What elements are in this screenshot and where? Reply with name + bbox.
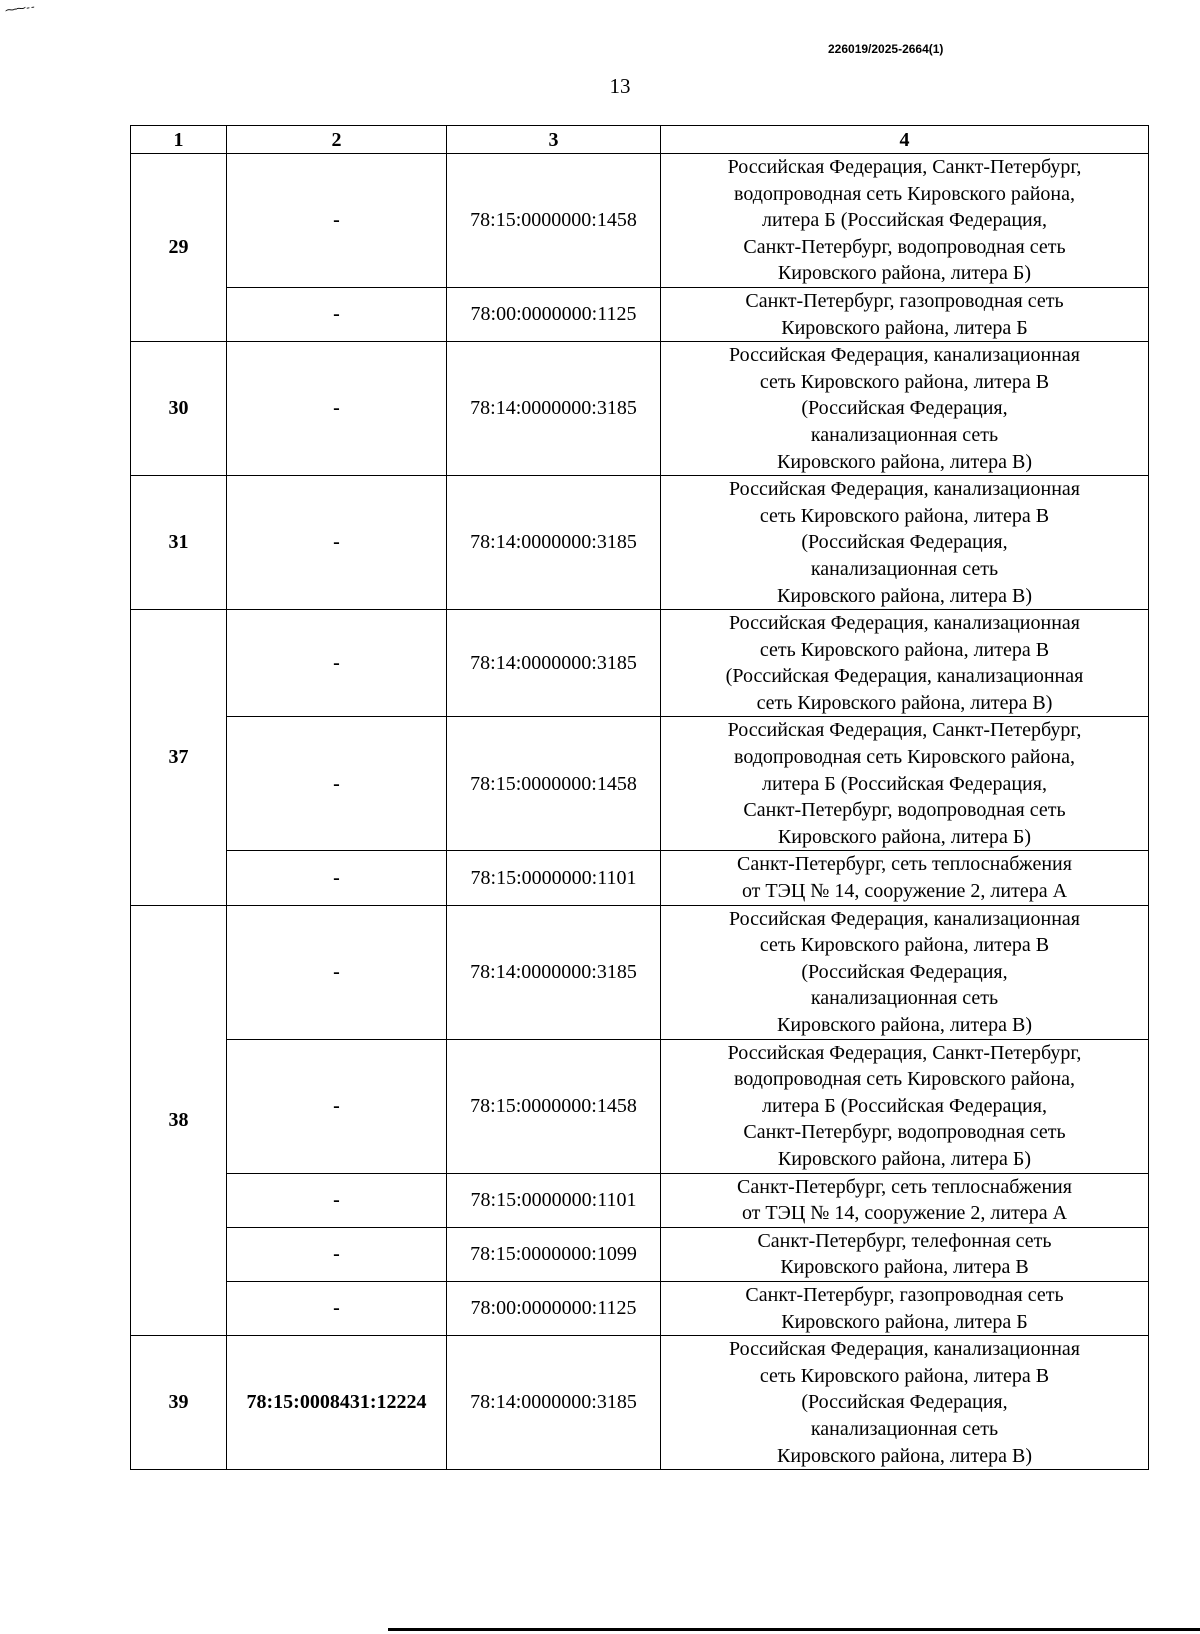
cadastral-number-cell: 78:15:0000000:1458 (447, 1039, 661, 1173)
table-row (131, 1227, 1149, 1281)
row-number-cell: 31 (131, 476, 227, 610)
address-line: Санкт-Петербург, водопроводная сеть (743, 1121, 1066, 1144)
address-cell (661, 154, 1149, 288)
address-cell (661, 1336, 1149, 1470)
land-plot-number-cell: - (227, 610, 447, 717)
address-line: литера Б (Российская Федерация, (762, 1094, 1047, 1117)
land-plot-number-cell: - (227, 1281, 447, 1335)
objects-table (130, 125, 1149, 1470)
address-line: Санкт-Петербург, газопроводная сеть (745, 1283, 1064, 1306)
address-line: Российская Федерация, Санкт-Петербург, (727, 1041, 1082, 1064)
address-cell (661, 717, 1149, 851)
cadastral-number-cell: 78:14:0000000:3185 (447, 1336, 661, 1470)
address-line: Российская Федерация, канализационная (729, 612, 1080, 635)
page-number: 13 (609, 74, 631, 98)
document-number: 226019/2025-2664(1) (828, 42, 944, 56)
table-row (131, 1336, 1149, 1470)
table-row (131, 287, 1149, 341)
address-line: Российская Федерация, Санкт-Петербург, (727, 156, 1082, 178)
table-row (131, 342, 1149, 476)
cadastral-number-cell: 78:15:0000000:1101 (447, 1173, 661, 1227)
address-cell (661, 1281, 1149, 1335)
address-line: Российская Федерация, канализационная (729, 907, 1080, 930)
land-plot-number-cell: - (227, 1039, 447, 1173)
land-plot-number-cell: - (227, 154, 447, 288)
address-line: литера Б (Российская Федерация, (762, 772, 1047, 795)
column-header: 4 (661, 126, 1149, 154)
address-line: Кировского района, литера Б) (777, 262, 1032, 285)
scan-mark: ⁓⁓ ‑ ‑ (3, 1, 35, 18)
table-row (131, 1039, 1149, 1173)
address-cell (661, 1173, 1149, 1227)
address-line: (Российская Федерация, (801, 531, 1008, 554)
address-line: канализационная сеть (810, 557, 999, 580)
land-plot-number-cell: - (227, 1227, 447, 1281)
address-line: сеть Кировского района, литера В (759, 934, 1050, 957)
table-row (131, 610, 1149, 717)
column-header: 1 (131, 126, 227, 154)
address-line: сеть Кировского района, литера В (759, 1364, 1050, 1387)
address-line: Санкт-Петербург, газопроводная сеть (745, 289, 1064, 312)
address-line: канализационная сеть (810, 1417, 999, 1440)
address-line: Санкт-Петербург, сеть теплоснабжения (737, 853, 1072, 876)
cadastral-number-cell: 78:15:0000000:1458 (447, 154, 661, 288)
address-cell (661, 851, 1149, 905)
bottom-rule (388, 1628, 1200, 1631)
row-number-cell: 39 (131, 1336, 227, 1470)
row-number-cell: 30 (131, 342, 227, 476)
address-line: от ТЭЦ № 14, сооружение 2, литера А (741, 880, 1068, 903)
land-plot-number-cell: - (227, 476, 447, 610)
table-row (131, 905, 1149, 1039)
address-line: Кировского района, литера В) (777, 1444, 1032, 1467)
table-row (131, 1173, 1149, 1227)
address-line: Кировского района, литера В (780, 1256, 1029, 1279)
address-cell (661, 905, 1149, 1039)
table-row (131, 851, 1149, 905)
column-header: 2 (227, 126, 447, 154)
address-line: Санкт-Петербург, водопроводная сеть (743, 799, 1066, 822)
table-row (131, 717, 1149, 851)
table-body (131, 154, 1149, 1470)
land-plot-number-cell: - (227, 287, 447, 341)
address-cell (661, 287, 1149, 341)
cadastral-number-cell: 78:15:0000000:1101 (447, 851, 661, 905)
address-line: сеть Кировского района, литера В) (756, 691, 1053, 714)
row-number-cell: 38 (131, 905, 227, 1336)
address-line: Кировского района, литера Б (781, 1310, 1028, 1333)
land-plot-number-cell: - (227, 851, 447, 905)
address-cell (661, 476, 1149, 610)
land-plot-number-cell: - (227, 1173, 447, 1227)
land-plot-number-cell: - (227, 905, 447, 1039)
table-row (131, 154, 1149, 288)
address-line: (Российская Федерация, (801, 960, 1008, 983)
address-line: Кировского района, литера Б) (777, 825, 1032, 848)
address-line: (Российская Федерация, канализационная (725, 665, 1084, 688)
address-line: Кировского района, литера В) (777, 584, 1032, 607)
address-line: водопроводная сеть Кировского района, (734, 746, 1075, 769)
cadastral-number-cell: 78:00:0000000:1125 (447, 1281, 661, 1335)
row-number-cell: 37 (131, 610, 227, 906)
address-line: Кировского района, литера В) (777, 1014, 1032, 1036)
land-plot-number-cell: 78:15:0008431:12224 (227, 1336, 447, 1470)
address-line: Российская Федерация, Санкт-Петербург, (727, 719, 1082, 742)
cadastral-number-cell: 78:14:0000000:3185 (447, 610, 661, 717)
address-line: Санкт-Петербург, телефонная сеть (757, 1229, 1052, 1252)
cadastral-number-cell: 78:00:0000000:1125 (447, 287, 661, 341)
table-row (131, 476, 1149, 610)
cadastral-number-cell: 78:15:0000000:1458 (447, 717, 661, 851)
address-line: Российская Федерация, канализационная (729, 1338, 1080, 1361)
address-line: водопроводная сеть Кировского района, (734, 1068, 1075, 1091)
address-line: сеть Кировского района, литера В (759, 504, 1050, 527)
address-line: литера Б (Российская Федерация, (762, 209, 1047, 232)
address-line: от ТЭЦ № 14, сооружение 2, литера А (741, 1202, 1068, 1225)
address-line: Кировского района, литера Б (781, 316, 1028, 339)
land-plot-number-cell: - (227, 717, 447, 851)
row-number-cell: 29 (131, 154, 227, 342)
address-line: сеть Кировского района, литера В (759, 370, 1050, 393)
address-line: канализационная сеть (810, 423, 999, 446)
address-line: водопроводная сеть Кировского района, (734, 182, 1075, 205)
cadastral-number-cell: 78:14:0000000:3185 (447, 476, 661, 610)
cadastral-number-cell: 78:14:0000000:3185 (447, 905, 661, 1039)
address-line: Российская Федерация, канализационная (729, 344, 1080, 367)
address-line: Российская Федерация, канализационная (729, 478, 1080, 501)
cadastral-number-cell: 78:14:0000000:3185 (447, 342, 661, 476)
table-header-row (131, 126, 1149, 154)
address-line: (Российская Федерация, (801, 397, 1008, 420)
address-cell (661, 1227, 1149, 1281)
cadastral-number-cell: 78:15:0000000:1099 (447, 1227, 661, 1281)
address-cell (661, 1039, 1149, 1173)
land-plot-number-cell: - (227, 342, 447, 476)
address-line: Санкт-Петербург, сеть теплоснабжения (737, 1175, 1072, 1198)
table-row (131, 1281, 1149, 1335)
address-line: Кировского района, литера В) (777, 450, 1032, 473)
address-cell (661, 342, 1149, 476)
address-line: канализационная сеть (810, 987, 999, 1010)
column-header: 3 (447, 126, 661, 154)
address-line: (Российская Федерация, (801, 1391, 1008, 1414)
address-line: сеть Кировского района, литера В (759, 638, 1050, 661)
address-line: Кировского района, литера Б) (777, 1147, 1032, 1170)
address-line: Санкт-Петербург, водопроводная сеть (743, 235, 1066, 258)
address-cell (661, 610, 1149, 717)
